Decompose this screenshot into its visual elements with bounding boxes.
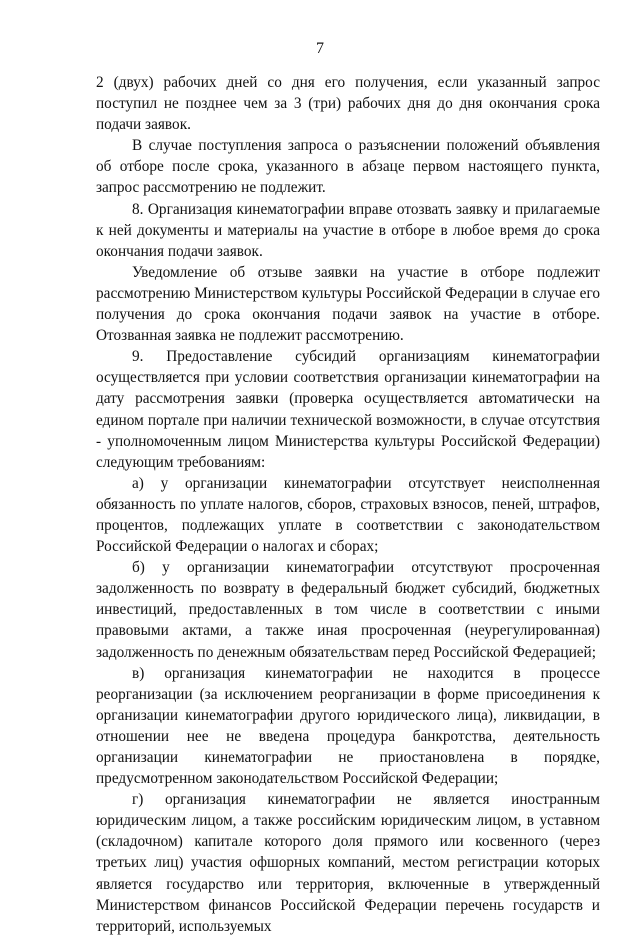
- paragraph-subitem-a: а) у организации кинематографии отсутствует неисполненная обязанность по уплате налогов, сборов, страховых взносов, пеней, штрафов, процентов, подлежащих уплате в соответствии с законодательством Российской Федерации о налогах и сборах;: [96, 474, 600, 556]
- paragraph-item-8: 8. Организация кинематографии вправе отозвать заявку и прилагаемые к ней документы и материалы на участие в отборе в любое время до срока окончания подачи заявок.: [96, 200, 600, 260]
- document-body: [96, 72, 600, 937]
- paragraph-late-request: В случае поступления запроса о разъяснении положений объявления об отборе после срока, указанного в абзаце первом настоящего пункта, запрос рассмотрению не подлежит.: [96, 137, 600, 197]
- paragraph-subitem-v: в) организация кинематографии не находится в процессе реорганизации (за исключением реорганизации в форме присоединения к организации кинематографии другого юридического лица), ликвидации, в отношении нее не введена процедура банкротства, деятельность организации кинематографии не приостановлена в порядке, предусмотренном законодательством Российской Федерации;: [96, 664, 600, 788]
- paragraph-item-9: 9. Предоставление субсидий организациям кинематографии осуществляется при условии соответствия организации кинематографии на дату рассмотрения заявки (проверка осуществляется автоматически на едином портале при наличии технической возможности, в случае отсутствия - уполномоченным лицом Министерства культуры Российской Федерации) следующим требованиям:: [96, 348, 600, 471]
- paragraph-withdrawal-notice: Уведомление об отзыве заявки на участие в отборе подлежит рассмотрению Министерством культуры Российской Федерации в случае его получения до срока окончания подачи заявок на участие в отборе. Отозванная заявка не подлежит рассмотрению.: [96, 263, 600, 345]
- page-number: 7: [316, 40, 324, 57]
- paragraph-continuation: 2 (двух) рабочих дней со дня его получения, если указанный запрос поступил не позднее чем за 3 (три) рабочих дня до дня окончания срока подачи заявок.: [96, 74, 600, 134]
- paragraph-subitem-b: б) у организации кинематографии отсутствуют просроченная задолженность по возврату в федеральный бюджет субсидий, бюджетных инвестиций, предоставленных в том числе в соответствии с иными правовыми актами, а также иная просроченная (неурегулированная) задолженность по денежным обязательствам перед Российской Федерацией;: [96, 559, 600, 661]
- paragraph-subitem-g: г) организация кинематографии не является иностранным юридическим лицом, а также российским юридическим лицом, в уставном (складочном) капитале которого доля прямого или косвенного (через третьих лиц) участия офшорных компаний, местом регистрации которых является государство или территория, включенные в утвержденный Министерством финансов Российской Федерации перечень государств и территорий, используемых: [96, 791, 600, 935]
